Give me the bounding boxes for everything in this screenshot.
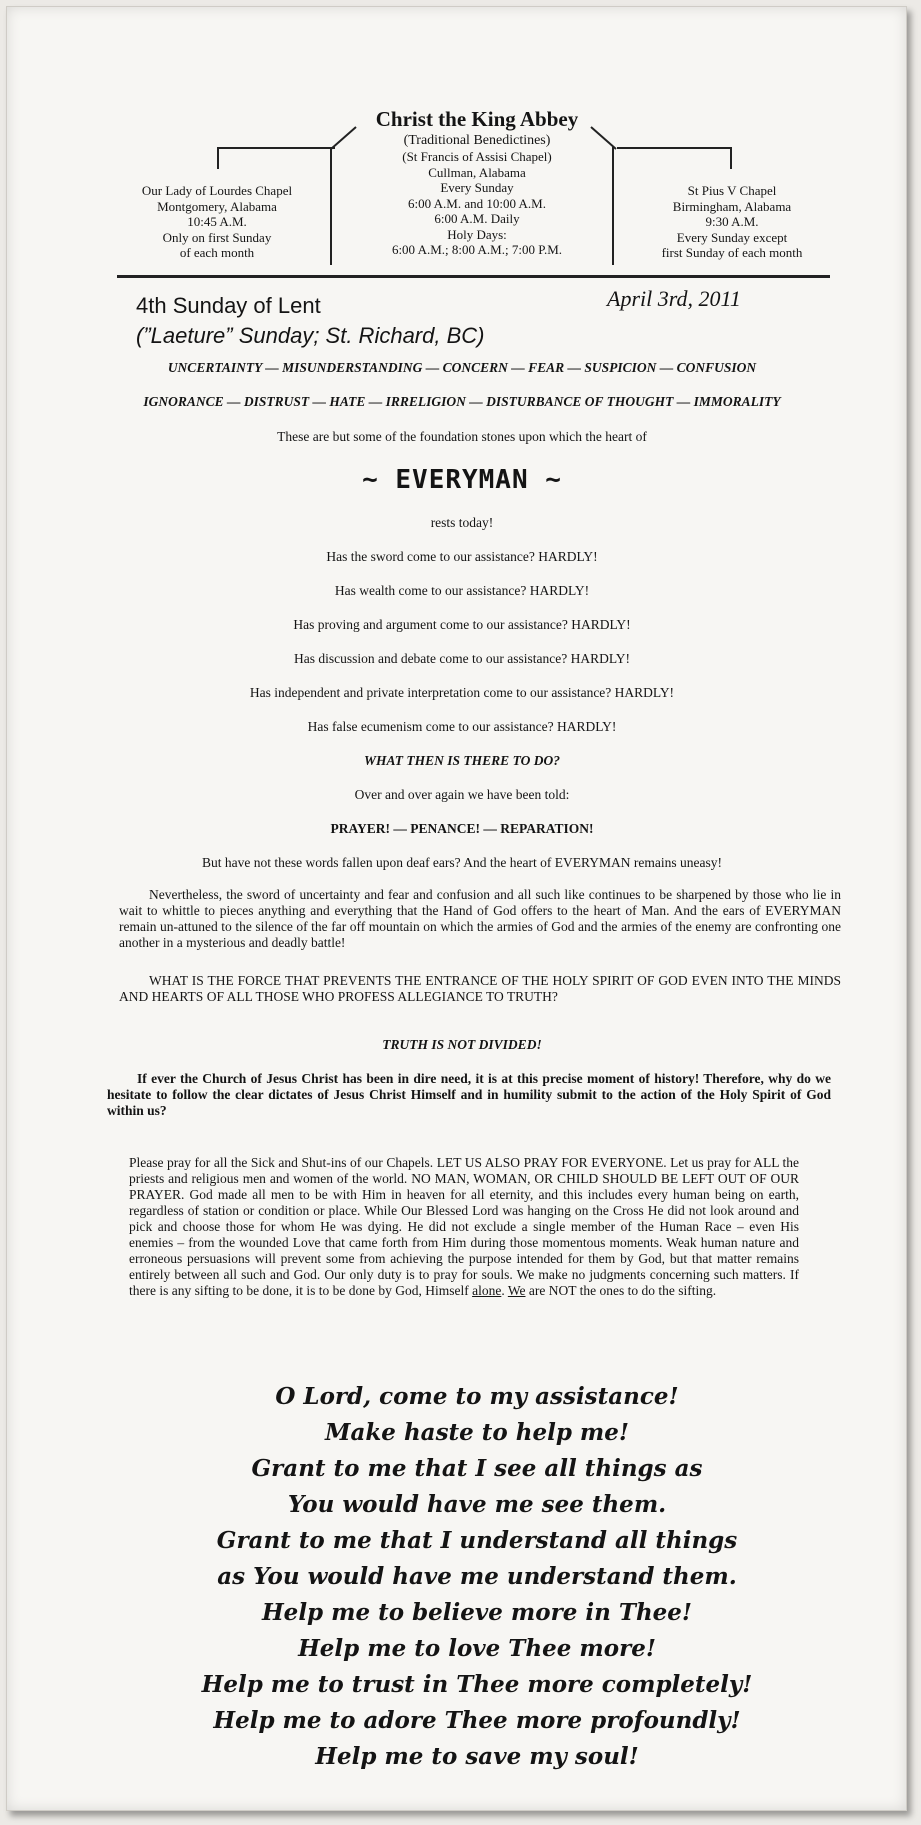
connector-right-v xyxy=(730,147,732,169)
deaf-ears-line: But have not these words fallen upon deaf ears? And the heart of EVERYMAN remains uneasy! xyxy=(202,855,722,870)
abbey-sunday-times: 6:00 A.M. and 10:00 A.M. xyxy=(408,195,546,211)
prayer-line-10: Help me to adore Thee more profoundly! xyxy=(213,1707,741,1734)
rests-line: rests today! xyxy=(430,515,494,530)
abbey-city: Cullman, Alabama xyxy=(428,164,526,180)
pray-text-we: We xyxy=(507,1283,526,1298)
prayer-line-3: Grant to me that I see all things as xyxy=(251,1455,703,1482)
truth-line: TRUTH IS NOT DIVIDED! xyxy=(382,1037,542,1052)
abbey-holydays-times: 6:00 A.M.; 8:00 A.M.; 7:00 P.M. xyxy=(391,242,563,257)
keywords-row-1: UNCERTAINTY — MISUNDERSTANDING — CONCERN — FEAR — SUSPICION — CONFUSION xyxy=(167,360,757,375)
question-4: Has discussion and debate come to our assistance? HARDLY! xyxy=(293,651,631,666)
right-chapel-name: St Pius V Chapel xyxy=(687,183,777,198)
pray-text-alone: alone xyxy=(472,1283,502,1298)
prayer-line-11: Help me to save my soul! xyxy=(315,1743,639,1770)
right-chapel-info xyxy=(627,183,837,261)
feast-title: (”Laeture” Sunday; St. Richard, BC) xyxy=(136,323,485,348)
what-then-line: WHAT THEN IS THERE TO DO? xyxy=(364,753,560,768)
question-6: Has false ecumenism come to our assistance? HARDLY! xyxy=(307,719,617,734)
abbey-holydays-label: Holy Days: xyxy=(447,226,507,242)
pray-text-sep: . xyxy=(501,1283,508,1298)
left-chapel-time: 10:45 A.M. xyxy=(187,214,247,229)
prayer-line-4: You would have me see them. xyxy=(287,1491,667,1518)
pray-text-end: are NOT the ones to do the sifting. xyxy=(525,1283,717,1298)
right-chapel-note-2: first Sunday of each month xyxy=(661,245,803,260)
right-chapel-city: Birmingham, Alabama xyxy=(672,198,792,214)
header-rule xyxy=(117,275,830,278)
prayer-penance-line: PRAYER! — PENANCE! — REPARATION! xyxy=(330,821,594,836)
left-chapel-city: Montgomery, Alabama xyxy=(157,198,277,214)
abbey-title: Christ the King Abbey xyxy=(375,107,579,131)
prayer-line-8: Help me to love Thee more! xyxy=(298,1635,656,1662)
prayer-line-6: as You would have me understand them. xyxy=(217,1563,737,1590)
left-chapel-note-2: of each month xyxy=(179,245,255,260)
told-line: Over and over again we have been told: xyxy=(354,787,570,802)
abbey-header xyxy=(337,107,617,258)
prayer-line-2: Make haste to help me! xyxy=(325,1419,629,1446)
question-5: Has independent and private interpretation come to our assistance? HARDLY! xyxy=(249,685,675,700)
paragraph-force: WHAT IS THE FORCE THAT PREVENTS THE ENTRANCE OF THE HOLY SPIRIT OF GOD EVEN INTO THE MINDS AND HEARTS OF ALL THOSE WHO PROFESS ALLEGIANCE TO TRUTH? xyxy=(119,973,841,1004)
abbey-sunday-label: Every Sunday xyxy=(440,180,514,195)
left-chapel-info xyxy=(117,183,317,261)
keywords-row-2: IGNORANCE — DISTRUST — HATE — IRRELIGION — DISTURBANCE OF THOUGHT — IMMORALITY xyxy=(143,394,781,409)
connector-left-h xyxy=(217,147,335,149)
everyman-heading: ~ EVERYMAN ~ xyxy=(362,465,562,495)
page-frame xyxy=(6,6,907,1811)
divider-left xyxy=(330,147,332,265)
intro-line: These are but some of the foundation stones upon which the heart of xyxy=(277,429,647,444)
prayer-line-9: Help me to trust in Thee more completely! xyxy=(201,1671,753,1698)
paragraph-pray xyxy=(129,1155,799,1299)
prayer-line-7: Help me to believe more in Thee! xyxy=(261,1599,693,1626)
right-chapel-time: 9:30 A.M. xyxy=(705,214,759,229)
prayer-line-5: Grant to me that I understand all things xyxy=(216,1527,738,1554)
left-chapel-name: Our Lady of Lourdes Chapel xyxy=(141,183,293,198)
prayer-line-1: O Lord, come to my assistance! xyxy=(275,1383,679,1410)
paragraph-church: If ever the Church of Jesus Christ has been in dire need, it is at this precise moment of history! Therefore, why do we hesitate to follow the clear dictates of Jesus Christ Himself and in humility submit to the action of the Holy Spirit of God within us? xyxy=(107,1071,831,1118)
right-chapel-note-1: Every Sunday except xyxy=(676,229,788,245)
sunday-title: 4th Sunday of Lent xyxy=(136,293,321,318)
abbey-daily-times: 6:00 A.M. Daily xyxy=(434,211,520,226)
connector-left-diag xyxy=(330,125,360,151)
question-2: Has wealth come to our assistance? HARDLY! xyxy=(334,583,590,598)
date: April 3rd, 2011 xyxy=(607,286,741,311)
question-3: Has proving and argument come to our assistance? HARDLY! xyxy=(293,617,631,632)
connector-right-h xyxy=(617,147,732,149)
divider-right xyxy=(612,147,614,265)
connector-left-v xyxy=(217,147,219,169)
abbey-chapel: (St Francis of Assisi Chapel) xyxy=(402,149,552,164)
left-chapel-note-1: Only on first Sunday xyxy=(162,229,272,245)
pray-text-main: Please pray for all the Sick and Shut-ins of our Chapels. LET US ALSO PRAY FOR EVERYONE. Let us pray for ALL the priests and religious men and women of the world. NO MAN, WOMAN, OR CHILD SHOULD BE LEFT OUT OF OUR PRAYER. God made all men to be with Him in heaven for all eternity, and this includes every human being on earth, regardless of station or condition or place. While Our Blessed Lord was hanging on the Cross He did not look around and pick and choose those for whom He was dying. He did not exclude a single member of the Human Race – even His enemies – from the wounded Love that came forth from Him during those momentous moments. Weak human nature and erroneous persuasions will prevent some from achieving the purpose intended for them by God, but that matter remains entirely between all such and God. Our only duty is to pray for souls. We make no judgments concerning such matters. If there is any sifting to be done, it is to be done by God, Himself xyxy=(129,1155,799,1298)
abbey-subtitle: (Traditional Benedictines) xyxy=(403,133,551,148)
connector-right-diag xyxy=(589,125,619,151)
paragraph-nevertheless: Nevertheless, the sword of uncertainty and fear and confusion and all such like continues to be sharpened by those who lie in wait to whittle to pieces anything and everything that the Hand of God offers to the heart of Man. And the ears of EVERYMAN remain un-attuned to the silence of the far off mountain on which the armies of God and the armies of the enemy are confronting one another in a mysterious and deadly battle! xyxy=(119,887,841,950)
prayer-block xyxy=(127,1379,827,1775)
question-1: Has the sword come to our assistance? HARDLY! xyxy=(326,549,598,564)
